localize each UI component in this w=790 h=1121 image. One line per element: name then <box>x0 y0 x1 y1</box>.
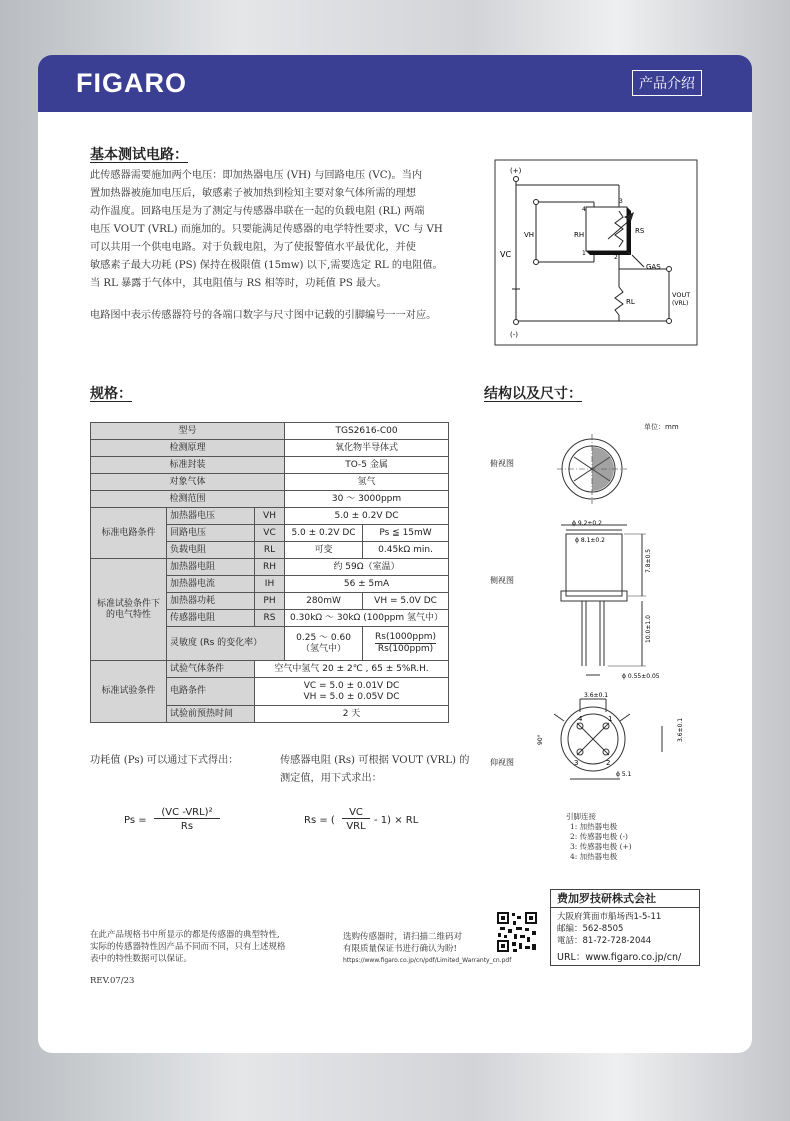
minus-terminal-label: (-) <box>510 331 518 339</box>
top-view-label: 俯视图 <box>490 459 514 468</box>
test-circuit-diagram <box>494 159 698 346</box>
side-view-label: 侧视图 <box>490 576 514 585</box>
ps-formula-intro: 功耗值 (Ps) 可以通过下式得出： <box>90 755 239 766</box>
vrl-label: (VRL) <box>672 300 689 307</box>
rs-formula-intro: 传感器电阻 (Rs) 可根据 VOUT (VRL) 的 测定值，用下式求出： <box>280 755 470 784</box>
table-row: 型号 TGS2616-C00 <box>91 423 449 440</box>
spec-table <box>90 422 449 723</box>
datasheet-page: FIGARO 产品介绍 基本测试电路： 此传感器需要施加两个电压：即加热器电压 (VH) 与回路电压 (VC)。当内 置加热器被施加电压后，敏感素子被加热到检知主要对象气体所需的理想 动作温度。回路电压是为了测定与传感器串联在一起的负载电阻 (RL) 两端 电压 VOUT (VRL) 而施加的。只要能满足传感器的电学特性要求，VC 与 VH 可以共用一个供电电路。对于负载电阻，为了使报警值水平最优化，并使 敏感素子最大功耗 (PS) 保持在极限值 (15mw) 以下,需要选定 RL 的电阻值。 当 RL 暴露于气体中，其电阻值与 RS 相等时，功耗值 PS 最大。 电路图中表示传感器符号的各端口数字与尺寸图中记载的引脚编号一一对应。 (+) (-) VC VH RH RS GAS RL VOUT (VRL) 2 4 3 1 规格： 型号 TGS2616-C00 检测原理 氧化物半导体式 标准封装 TO-5 金属 对象气体 氢气 检测范围 30 ～ 3000ppm 标准电路条件 加热器电压 VH 5.0 ± 0.2V DC 回路电压 VC 5.0 ± 0.2V DC Ps ≦ 15mW 负载电阻 RL 可变 0.45kΩ min. 标准试验条件下 的电气特性 加热器电阻 RH 约 59Ω（室温） 加热器电流 IH 56 ± 5mA 加热器功耗 PH 280mW VH = 5.0V DC 传感器电阻 RS 0.30kΩ ～ 30kΩ (100ppm 氢气中） 灵敏度 (Rs 的变化率） 0.25 ～ 0.60 （氢气中） Rs(1000ppm) Rs(100ppm) 标准试验条件 试验气体条件 空气中氢气 20 ± 2℃ , 65 ± 5%R.H. 电路条件 VC = 5.0 ± 0.01V DC VH = 5.0 ± 0.05V DC 试验前预热时间 2 天 功耗值 (Ps) 可以通过下式得出： 传感器电阻 (Rs) 可根据 VOUT (VRL) 的 测定值，用下式求出： Ps = (VC -VRL)² Rs Rs = ( VC VRL - 1) × RL 结构以及尺寸： 单位：mm 俯视图 侧视图 仰视图 ϕ 9.2±0.2 ϕ 8.1±0.2 7.8±0.5 10.0±1.0 ϕ 0.55±0.05 3.6±0.1 3.6±0.1 90° ϕ 5.1 4 1 3 2 引脚连接 1: 加热器电极 2: 传感器电极 (-) 3: 传感器电极 (+) 4: 加热器电极 在此产品规格书中所显示的都是传感器的典型特性, 实际的传感器特性因产品不同而不同，只有上述规格 表中的特性数据可以保证。 REV.07/23 选购传感器时，请扫描二维码对 有限质量保证书进行确认为盼! https://www.figaro.co.jp/cn/pdf/Limited_Warranty_cn.pdf 费加罗技研株式会社 大阪府箕面市船场西1-5-11 邮编：562-8505 電話：81-72-728-2044 URL：www.figaro.co.jp/cn/ <box>38 55 752 1053</box>
dim-78-label: 7.8±0.5 <box>645 548 652 573</box>
table-row: 电路条件 VC = 5.0 ± 0.01V DC VH = 5.0 ± 0.05V DC <box>91 678 449 706</box>
bottom-view-label: 仰视图 <box>490 758 514 767</box>
pin-connection-list: 引脚连接 1: 加热器电极 2: 传感器电极 (-) 3: 传感器电极 (+) 4: 加热器电极 <box>566 812 632 861</box>
structure-section-title: 结构以及尺寸： <box>484 386 582 402</box>
product-intro-tag: 产品介绍 <box>632 70 702 96</box>
circuit-paragraph: 此传感器需要施加两个电压：即加热器电压 (VH) 与回路电压 (VC)。当内 置加热器被施加电压后，敏感素子被加热到检知主要对象气体所需的理想 动作温度。回路电压是为了测定与传感器串联在一起的负载电阻 (RL) 两端 电压 VOUT (VRL) 而施加的。只要能满足传感器的电学特性要求，VC 与 VH 可以共用一个供电电路。对于负载电阻，为了使报警值水平最优化，并使 敏感素子最大功耗 (PS) 保持在极限值 (15mw) 以下,需要选定 RL 的电阻值。 当 RL 暴露于气体中，其电阻值与 RS 相等时，功耗值 PS 最大。 <box>90 170 443 289</box>
header-bar <box>38 55 752 112</box>
angle-label: 90° <box>537 734 544 745</box>
dim-100-label: 10.0±1.0 <box>645 615 652 643</box>
company-postal: 邮编：562-8505 <box>557 924 624 934</box>
warranty-note: 选购传感器时，请扫描二维码对 有限质量保证书进行确认为盼! https://www.figaro.co.jp/cn/pdf/Limited_Warranty_cn.pdf <box>343 931 511 967</box>
circuit-note: 电路图中表示传感器符号的各端口数字与尺寸图中记载的引脚编号一一对应。 <box>90 310 437 321</box>
pin-2-mark: 2 <box>606 759 611 767</box>
warranty-url[interactable]: https://www.figaro.co.jp/cn/pdf/Limited_Warranty_cn.pdf <box>343 957 512 964</box>
company-info-box <box>550 889 700 966</box>
table-row: 回路电压 VC 5.0 ± 0.2V DC Ps ≦ 15mW <box>91 525 449 542</box>
rs-label: RS <box>635 227 645 235</box>
company-name: 费加罗技研株式会社 <box>551 890 699 908</box>
rl-label: RL <box>626 298 635 306</box>
vh-label: VH <box>524 231 535 239</box>
dim-51-label: ϕ 5.1 <box>616 771 632 778</box>
pin-1-mark: 1 <box>608 715 613 723</box>
dim-92-label: ϕ 9.2±0.2 <box>572 520 602 527</box>
company-address: 大阪府箕面市船场西1-5-11 <box>557 912 662 922</box>
pin-3-mark: 3 <box>574 759 579 767</box>
pin-4-label: 4 <box>582 206 586 213</box>
dimension-drawing <box>534 431 704 811</box>
table-row: 加热器功耗 PH 280mW VH = 5.0V DC <box>91 593 449 610</box>
plus-terminal-label: (+) <box>510 167 522 175</box>
table-row: 标准电路条件 加热器电压 VH 5.0 ± 0.2V DC <box>91 508 449 525</box>
figaro-logo: FIGARO <box>76 68 187 98</box>
table-row: 对象气体 氢气 <box>91 474 449 491</box>
company-phone: 電話：81-72-728-2044 <box>557 936 652 946</box>
table-row: 灵敏度 (Rs 的变化率） 0.25 ～ 0.60 （氢气中） Rs(1000ppm) Rs(100ppm) <box>91 627 449 661</box>
rh-label: RH <box>574 231 585 239</box>
table-row: 标准封装 TO-5 金属 <box>91 457 449 474</box>
spec-disclaimer: 在此产品规格书中所显示的都是传感器的典型特性, 实际的传感器特性因产品不同而不同，只有上述规格 表中的特性数据可以保证。 <box>90 930 286 964</box>
table-row: 标准试验条件 试验气体条件 空气中氢气 20 ± 2℃ , 65 ± 5%R.H. <box>91 661 449 678</box>
table-row: 试验前预热时间 2 天 <box>91 706 449 723</box>
dim-36a-label: 3.6±0.1 <box>584 692 609 699</box>
pin-1-label: 1 <box>582 250 586 257</box>
dim-055-label: ϕ 0.55±0.05 <box>622 673 660 680</box>
table-row: 检测原理 氧化物半导体式 <box>91 440 449 457</box>
vout-label: VOUT <box>672 291 691 299</box>
sensor-mesh-icon <box>592 447 614 491</box>
vc-label: VC <box>500 250 512 259</box>
pin-3-label: 3 <box>619 198 623 205</box>
qr-code-icon[interactable] <box>496 911 538 953</box>
pin-2-label: 2 <box>614 254 618 261</box>
gas-label: GAS <box>646 263 661 271</box>
spec-section-title: 规格： <box>90 386 132 402</box>
pin-4-mark: 4 <box>578 715 583 723</box>
table-row: 检测范围 30 ～ 3000ppm <box>91 491 449 508</box>
table-row: 加热器电流 IH 56 ± 5mA <box>91 576 449 593</box>
circuit-section-title: 基本测试电路： <box>90 147 188 163</box>
revision-label: REV.07/23 <box>90 976 135 986</box>
table-row: 负载电阻 RL 可变 0.45kΩ min. <box>91 542 449 559</box>
dim-36b-label: 3.6±0.1 <box>677 717 684 742</box>
dim-81-label: ϕ 8.1±0.2 <box>575 537 605 544</box>
company-url[interactable]: URL：www.figaro.co.jp/cn/ <box>557 952 682 963</box>
unit-label: 单位：mm <box>644 423 679 431</box>
table-row: 标准试验条件下 的电气特性 加热器电阻 RH 约 59Ω（室温） <box>91 559 449 576</box>
table-row: 传感器电阻 RS 0.30kΩ ～ 30kΩ (100ppm 氢气中） <box>91 610 449 627</box>
